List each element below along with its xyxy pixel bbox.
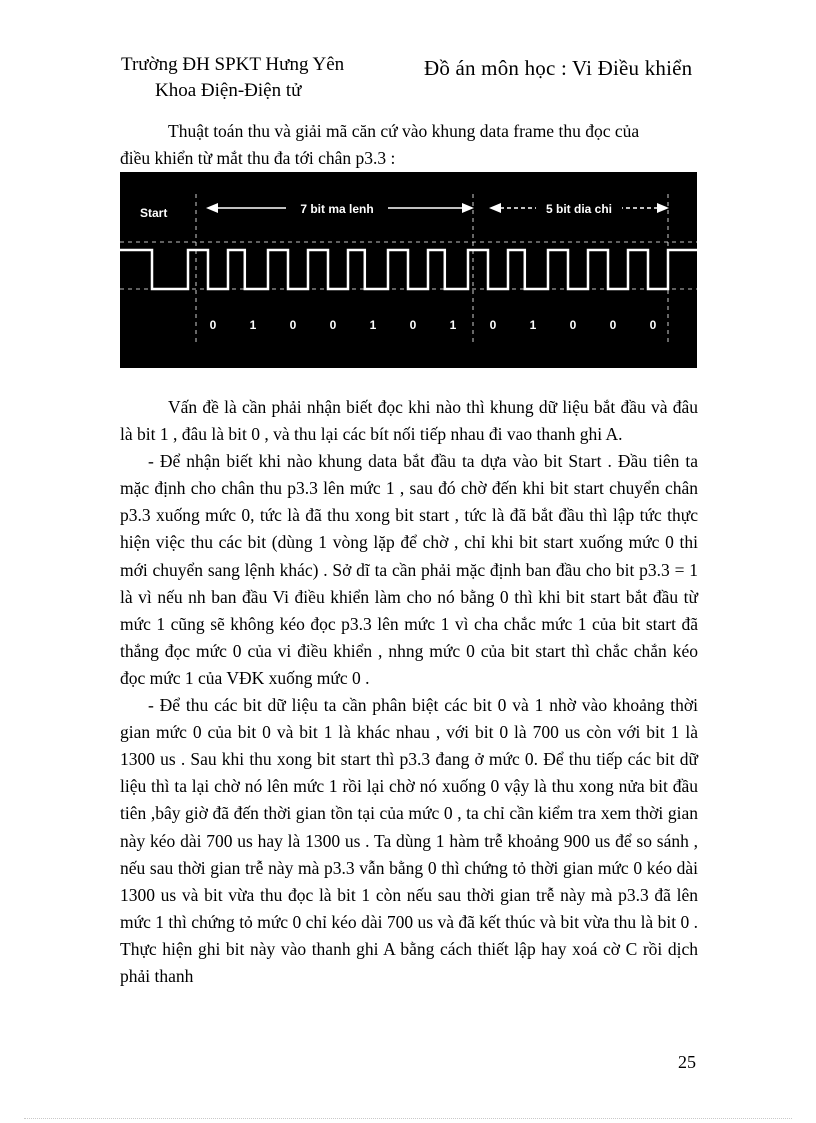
ir-frame-timing-diagram (120, 172, 697, 368)
school-name: Trường ĐH SPKT Hưng Yên (121, 54, 345, 75)
address-bits-label: 5 bit dia chi (545, 202, 613, 216)
bit-label-2: 0 (289, 318, 297, 332)
bit-label-1: 1 (249, 318, 257, 332)
bit-label-6: 1 (449, 318, 457, 332)
intro-line-2: điều khiển từ mắt thu đa tới chân p3.3 : (120, 148, 396, 168)
bit-label-4: 1 (369, 318, 377, 332)
paragraph-3: - Để thu các bit dữ liệu ta cần phân biệt các bit 0 và 1 nhờ vào khoảng thời gian mức 0 của bit 0 và bit 1 là khác nhau , với bit 0 là 700 us còn với bit 1 là 1300 us . Sau khi thu xong bit start thì p3.3 đang ở mức 0. Để thu tiếp các bit dữ liệu thì ta lại chờ nó lên mức 1 rồi lại chờ nó xuống 0 vậy là thu xong nửa bit đầu tiên ,bây giờ đã đến thời gian tồn tại của mức 0 , ta chỉ cần kiểm tra xem thời gian này kéo dài 700 us hay là 1300 us . Ta dùng 1 hàm trễ khoảng 900 us để so sánh , nếu sau thời gian trễ này mà p3.3 vẫn bằng 0 thì chứng tỏ thời gian mức 0 kéo dài 1300 us và bit vừa thu đọc là bit 1 còn nếu sau thời gian trễ này mà p3.3 đã lên mức 1 thì chứng tỏ mức 0 chỉ kéo dài 700 us và đã kết thúc và bit vừa thu là bit 0 . Thực hiện ghi bit này vào thanh ghi A bằng cách thiết lập hay xoá cờ C rồi dịch phải thanh (120, 695, 698, 986)
bit-label-8: 1 (529, 318, 537, 332)
timing-diagram-svg (120, 172, 697, 368)
page-footer-rule (24, 1118, 792, 1119)
page-header-left (121, 52, 344, 104)
intro-paragraph (120, 118, 698, 172)
course-title: Đồ án môn học : Vi Điều khiển (424, 56, 693, 80)
paragraph-2: - Để nhận biết khi nào khung data bắt đầu ta dựa vào bit Start . Đầu tiên ta mặc định cho chân thu p3.3 lên mức 1 , sau đó chờ đến khi bit start chuyển chân p3.3 xuống mức 0, tức là đã thu xong bit start , tức là đã bắt đầu thì lập tức thực hiện việc thu các bit (dùng 1 vòng lặp để chờ , chỉ khi bit start xuống mức 0 thi mới chuyển sang lệnh khác) . Sở dĩ ta cần phải mặc định ban đầu cho bit p3.3 = 1 là vì nếu nh ban đầu Vi điều khiển làm cho nó bằng 0 thì khi bit start bắt đầu từ mức 1 cũng sẽ không kéo đọc p3.3 lên mức 1 vì cha chắc mức 1 của bit start đã thắng đọc mức 0 của vi điều khiển , nhng mức 0 của bit start thì chắc chắn kéo đọc mức 1 của VĐK xuống mức 0 . (120, 451, 698, 688)
intro-line-1: Thuật toán thu và giải mã căn cứ vào khung data frame thu đọc của (168, 121, 640, 141)
bit-label-7: 0 (489, 318, 497, 332)
bit-label-11: 0 (649, 318, 657, 332)
command-bits-label: 7 bit ma lenh (300, 202, 374, 216)
bit-label-0: 0 (209, 318, 217, 332)
start-label: Start (140, 206, 168, 220)
faculty-name: Khoa Điện-Điện tử (155, 80, 302, 101)
bit-label-9: 0 (569, 318, 577, 332)
ir-signal-waveform (120, 250, 697, 289)
bit-label-5: 0 (409, 318, 417, 332)
bit-label-10: 0 (609, 318, 617, 332)
paragraph-1: Vấn đề là cần phải nhận biết đọc khi nào thì khung dữ liệu bắt đầu và đâu là bit 1 , đâu là bit 0 , và thu lại các bít nối tiếp nhau đi vao thanh ghi A. (120, 397, 698, 445)
main-text (120, 394, 698, 990)
bit-value-labels (210, 318, 657, 332)
page-number: 25 (678, 1052, 696, 1072)
bit-label-3: 0 (329, 318, 337, 332)
